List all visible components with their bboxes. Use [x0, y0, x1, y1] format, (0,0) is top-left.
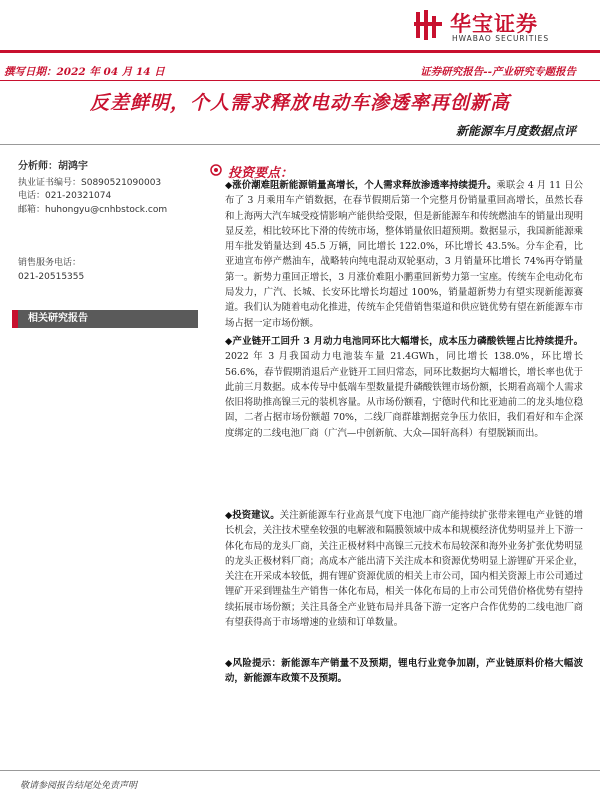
paragraph-body: 新能源车产销量不及预期，锂电行业竞争加剧，产业链原料价格大幅波动，新能源车政策不及预期。 — [225, 658, 583, 685]
header-rule-thin — [0, 80, 600, 81]
paragraph-body: 乘联会 4 月 11 日公布了 3 月乘用车产销数据，在春节假期后第一个完整月份销量重回高增长，虽然长春和上海两大汽车城受疫情影响产能供给受限，但是新能源车和传统燃油车的销量出现明显反差，相比较环比下滑的传统市场，整体销量依旧超预期。数据显示，我国新能源乘用车批发销量达到 45.5 万辆，同比增长 122.0%，环比增长 43.5%。分车企看，比亚迪宣布停产燃油车，战略转向纯电混动双轮驱动，3 月销量环比增长 74%再夺销量第一。新势力重回正增长，3 月涨价难阻小鹏重回新势力第一宝座。传统车企电动化布局发力，广汽、长城、长安环比增长均超过 100%，销量超新势力有望实现新能源赛道。我们认为随着电动化推进，传统车企凭借销售渠道和供应链优势有望在新能源车市场占据一定市场份额。 — [225, 180, 583, 329]
paragraph-lead: ◆产业链开工回升 3 月动力电池同环比大幅增长，成本压力磷酸铁锂占比持续提升。 — [225, 336, 583, 347]
paragraph-risk — [225, 656, 583, 687]
paragraph-battery — [225, 334, 583, 441]
analyst-name: 分析师：胡鸿宇 — [18, 161, 88, 172]
report-subtitle: 新能源车月度数据点评 — [455, 124, 576, 138]
analyst-phone: 电话：021-20321074 — [18, 191, 112, 201]
paragraph-lead: ◆风险提示： — [225, 658, 282, 669]
paragraph-lead: ◆涨价潮难阻新能源销量高增长，个人需求释放渗透率持续提升。 — [225, 180, 497, 191]
analyst-info — [18, 160, 198, 284]
brand-logo-icon — [412, 8, 446, 42]
paragraph-lead: ◆投资建议。 — [225, 510, 280, 521]
section-heading: 投资要点： — [228, 166, 294, 181]
paragraph-body: 关注新能源车行业高景气度下电池厂商产能持续扩张带来锂电产业链的增长机会，关注技术壁垒较强的电解液和隔膜领域中成本和规模经济优势明显并上下游一体化布局的龙头厂商，关注正极材料中高镍三元技术布局较深和海外业务扩张优势明显的龙头正极材料厂商；高成本产能出清下关注成本和资源优势明显上游锂矿开采企业，关注在开采成本较低，拥有锂矿资源优质的相关上市公司，国内相关资源上市公司通过锂矿开采到锂盐生产销售一体化布局，相关一体化布局的上市公司凭借价格优势有望持续拓展市场份额；关注具备全产业链布局并具备下游一定客户合作优势的二线电池厂商有望获得高于市场增速的业绩和订单数量。 — [225, 510, 583, 629]
header-rule — [0, 50, 600, 53]
paragraph-sales — [225, 178, 583, 331]
brand-name-cn: 华宝证券 — [450, 12, 538, 36]
footer-disclaimer: 敬请参阅报告结尾处免责声明 — [20, 781, 138, 791]
related-reports-header: 相关研究报告 — [12, 310, 198, 328]
footer-rule — [0, 770, 600, 771]
analyst-email: 邮箱：huhongyu@cnhbstock.com — [18, 204, 168, 215]
sales-label: 销售服务电话： — [18, 258, 82, 268]
brand-header — [412, 6, 582, 48]
sales-phone: 021-20515355 — [18, 271, 85, 282]
related-reports-tab — [12, 310, 18, 328]
brand-name-en: HWABAO SECURITIES — [452, 34, 550, 43]
title-divider — [0, 144, 600, 145]
section-bullet-icon — [210, 164, 222, 176]
report-title: 反差鲜明，个人需求释放电动车渗透率再创新高 — [89, 92, 510, 114]
analyst-cert: 执业证书编号：S0890521090003 — [18, 177, 162, 188]
report-type: 证券研究报告--产业研究专题报告 — [420, 66, 576, 78]
report-date: 撰写日期：2022 年 04 月 14 日 — [4, 66, 165, 78]
paragraph-investment — [225, 508, 583, 630]
paragraph-body: 2022 年 3 月我国动力电池装车量 21.4GWh，同比增长 138.0%，环比增长 56.6%，春节假期消退后产业链开工回归常态，同环比数据均大幅增长，增长率也优于此前三月数据。成本传导中低端车型数量提升磷酸铁锂市场份额，长期看高端个人需求依旧将助推高镍三元的装机容量。从市场份额看，宁德时代和比亚迪前二的龙头地位稳固，二者占据市场份额超 70%，二线厂商群雄割据竞争压力依旧，我们看好和车企深度绑定的二线电池厂商（广汽—中创新航、大众—国轩高科）有望脱颖而出。 — [225, 351, 583, 439]
